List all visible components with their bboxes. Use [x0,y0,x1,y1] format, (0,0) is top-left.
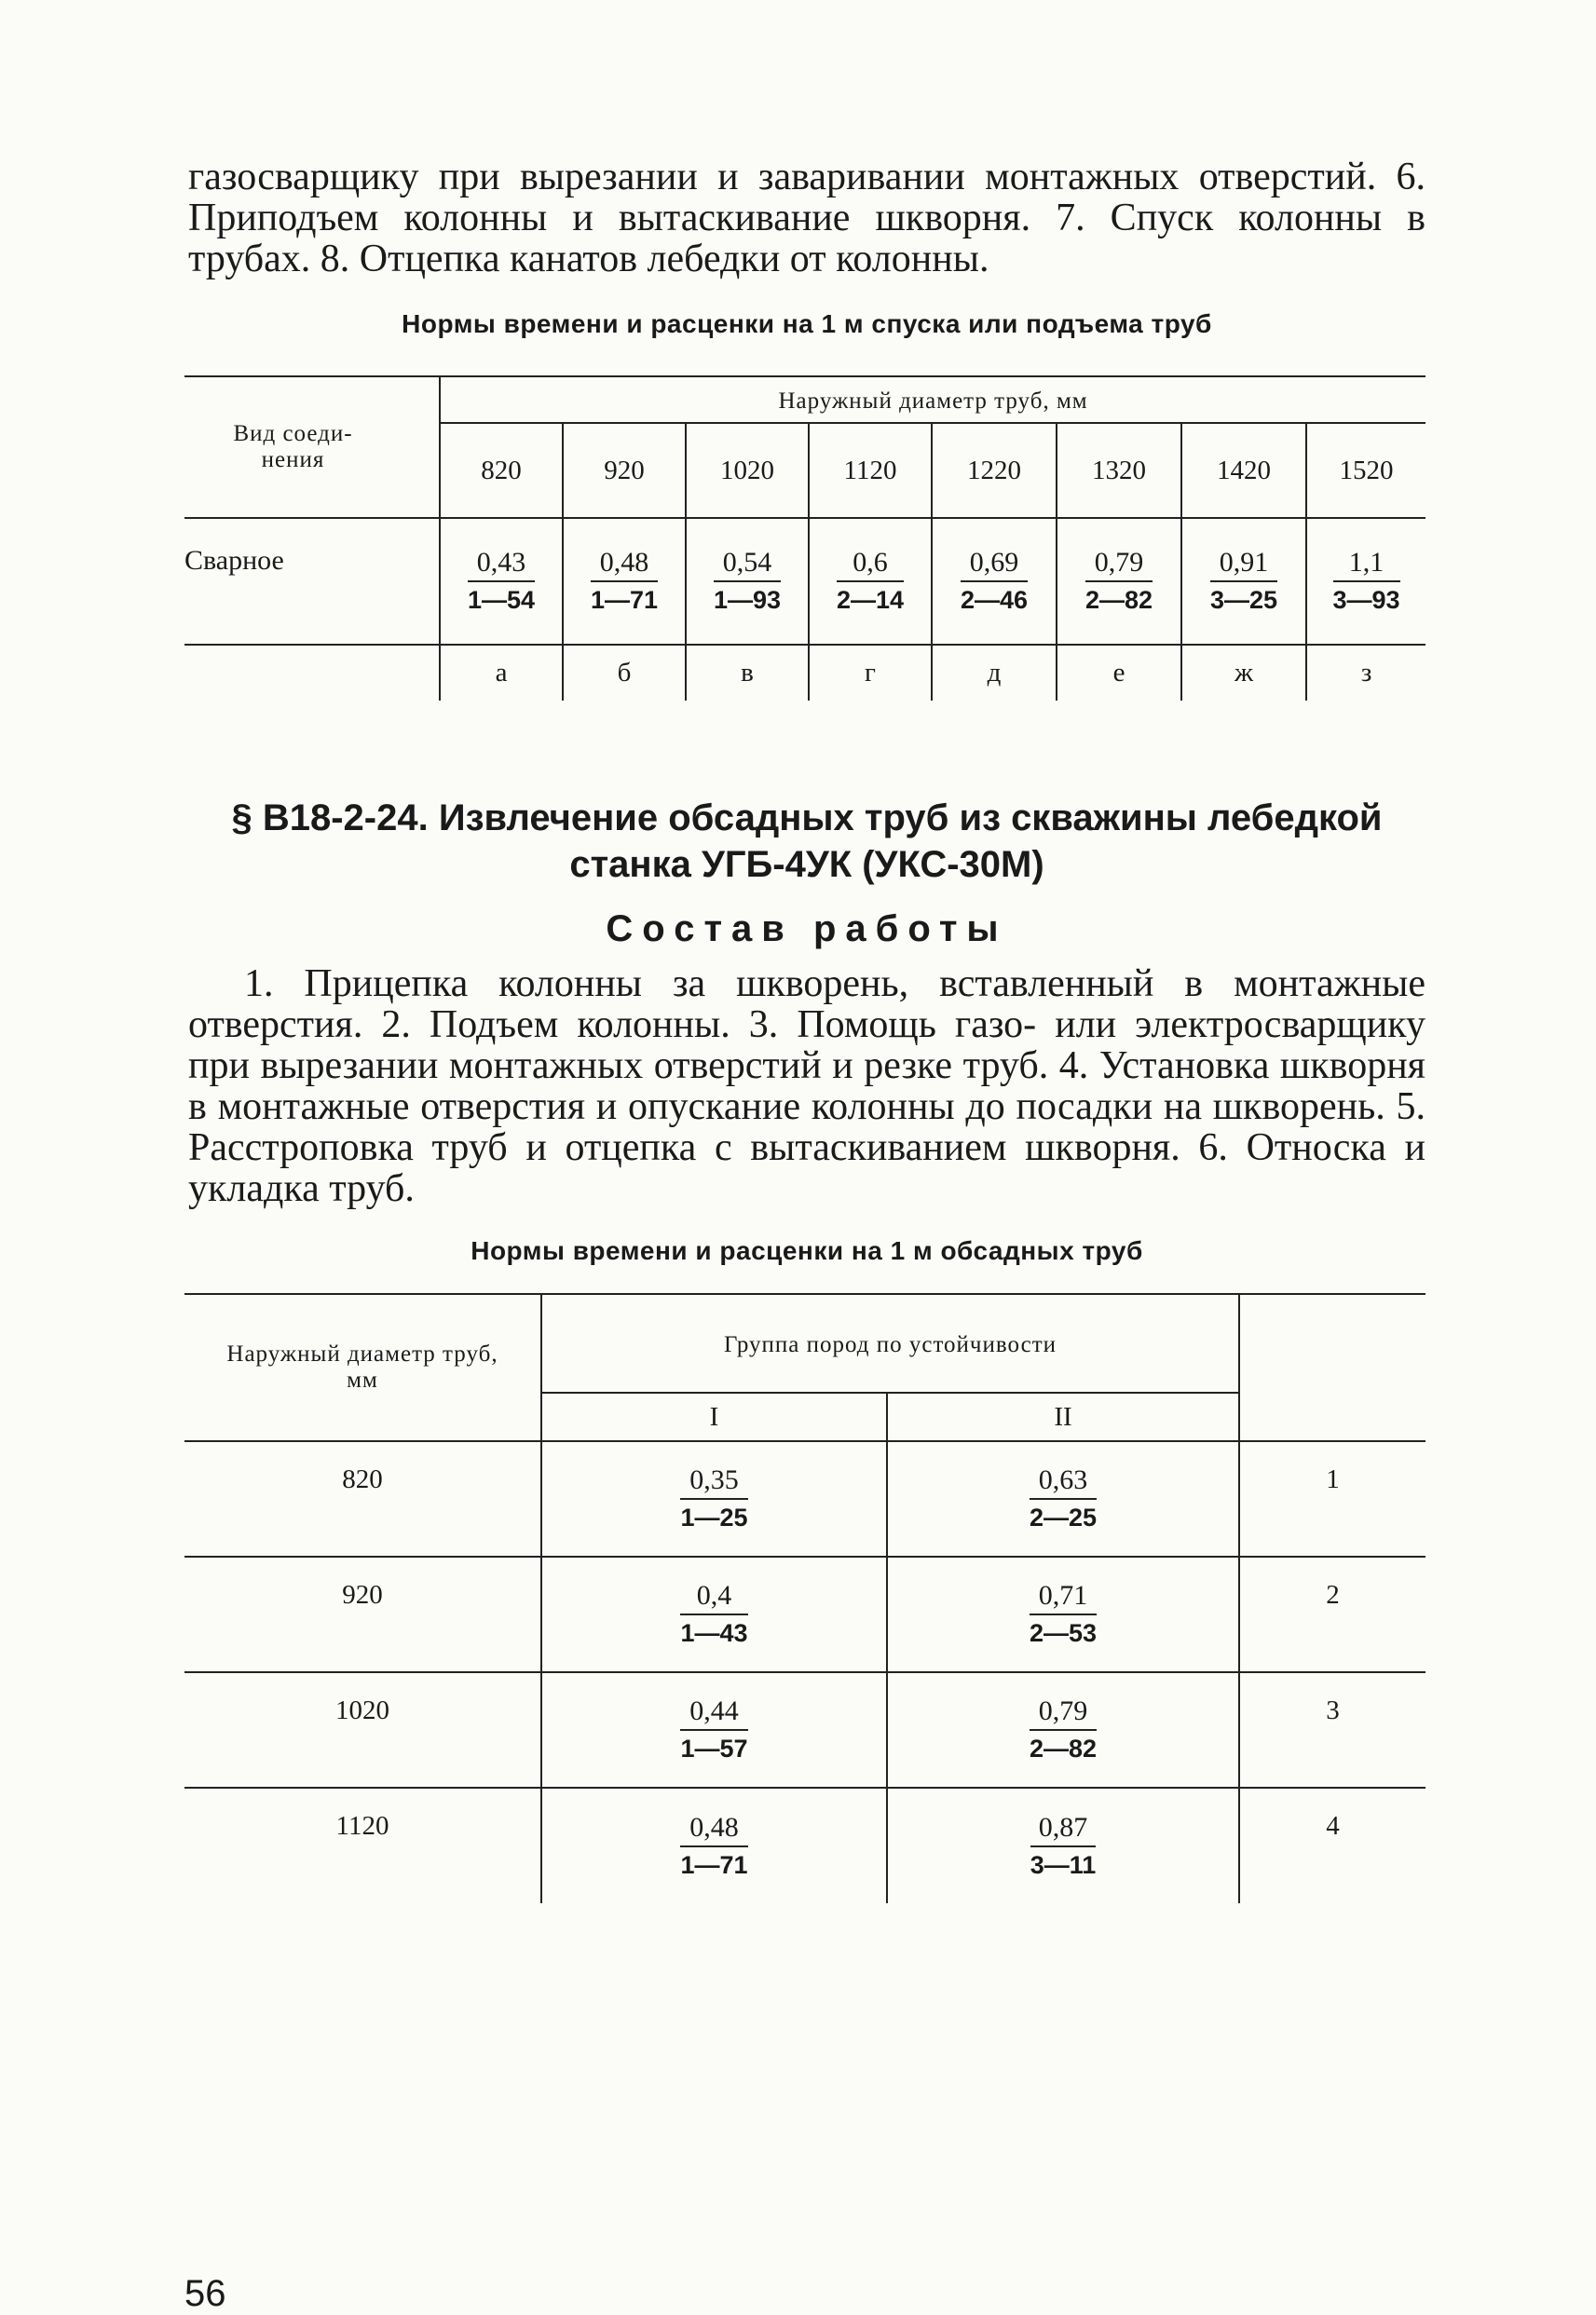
table1-cell: $\frac{0,43}{1—54}$ [440,518,563,645]
table2-row-num: 2 [1239,1557,1425,1672]
table2-row-num: 3 [1239,1672,1425,1788]
table1-cell: $\frac{0,79}{2—82}$ [1057,518,1181,645]
table1-cell: $\frac{0,69}{2—46}$ [932,518,1057,645]
section-subtitle: Состав работы [606,908,1008,949]
table2-col1-header-cell [184,1294,541,1441]
table1-letter: б [563,645,686,701]
section-title-line2: станка УГБ-4УК (УКС-30М) [569,844,1044,885]
table2-diameter: 920 [184,1557,541,1672]
table2 [184,1293,1425,1903]
table2-caption: Нормы времени и расценки на 1 м обсадных труб [471,1236,1143,1265]
table1-cell: $\frac{1,1}{3—93}$ [1306,518,1425,645]
table1-caption: Нормы времени и расценки на 1 м спуска или подъема труб [402,309,1212,338]
table2-group-header: Группа пород по устойчивости [723,1331,1057,1357]
table1-col-header: 1520 [1306,423,1425,518]
table1-col-header: 1420 [1181,423,1306,518]
table1-letter: е [1057,645,1181,701]
table1-row-header-cell [184,376,440,518]
table2-subheader: I [541,1393,887,1441]
table2-row-num: 4 [1239,1788,1425,1903]
table1-cell: $\frac{0,91}{3—25}$ [1181,518,1306,645]
table1-letter: в [686,645,809,701]
table1-col-header: 820 [440,423,563,518]
table2-cell: $\frac{0,79}{2—82}$ [887,1672,1239,1788]
table2-col1-header: Наружный диаметр труб, мм [226,1341,498,1393]
work-description: 1. Прицепка колонны за шкворень, вставленный в монтажные отверстия. 2. Подъем колонны. 3. Помощь газо- или электросварщику при вырезании монтажных отверстий и резке труб. 4. Установка шкворня в монтажные отверстия и опускание колонны до посадки на шкворень. 5. Расстроповка труб и отцепка с вытаскиванием шкворня. 6. Относка и укладка труб. [188,962,1425,1210]
table1-cell: $\frac{0,6}{2—14}$ [809,518,932,645]
table2-cell: $\frac{0,44}{1—57}$ [541,1672,887,1788]
table1-letter: з [1306,645,1425,701]
table1-row-header: Вид соеди-нения [233,420,353,472]
table1-group-header: Наружный диаметр труб, мм [778,388,1088,414]
table2-diameter: 820 [184,1441,541,1557]
table1-cell: $\frac{0,48}{1—71}$ [563,518,686,645]
table2-cell: $\frac{0,63}{2—25}$ [887,1441,1239,1557]
table2-diameter: 1120 [335,1811,389,1841]
table2-row-num: 1 [1239,1441,1425,1557]
table1-empty-cell [184,645,440,701]
table2-row [184,1672,1425,1788]
table1-row-label: Сварное [184,518,440,645]
table1-letter: д [932,645,1057,701]
table1-group-header-cell [440,376,1425,423]
table2-cell: $\frac{0,4}{1—43}$ [541,1557,887,1672]
table1-letter: г [809,645,932,701]
table1-cell: $\frac{0,54}{1—93}$ [686,518,809,645]
table1-letter: ж [1181,645,1306,701]
intro-paragraph: газосварщику при вырезании и заваривании монтажных отверстий. 6. Приподъем колонны и вытаскивание шкворня. 7. Спуск колонны в трубах. 8. Отцепка канатов лебедки от колонны. [188,156,1425,280]
table2-diameter: 1020 [184,1672,541,1788]
table1-col-header: 1120 [809,423,932,518]
table2-row [184,1788,1425,1903]
table1-letter: а [440,645,563,701]
table1-col-header: 1020 [686,423,809,518]
table2-cell: $\frac{0,48}{1—71}$ [541,1788,887,1903]
table2-cell: $\frac{0,35}{1—25}$ [541,1441,887,1557]
table2-row [184,1557,1425,1672]
table1-col-header: 1320 [1057,423,1181,518]
table1 [184,375,1425,701]
section-title-line1: § В18-2-24. Извлечение обсадных труб из скважины лебедкой [231,797,1383,838]
table2-row [184,1441,1425,1557]
table1-col-header: 1220 [932,423,1057,518]
table2-cell: $\frac{0,87}{3—11}$ [887,1788,1239,1903]
table2-cell: $\frac{0,71}{2—53}$ [887,1557,1239,1672]
table2-group-header-cell [541,1294,1239,1393]
table1-col-header: 920 [563,423,686,518]
page-number: 56 [184,2273,226,2314]
table2-num-header [1239,1294,1425,1441]
table2-subheader: II [887,1393,1239,1441]
